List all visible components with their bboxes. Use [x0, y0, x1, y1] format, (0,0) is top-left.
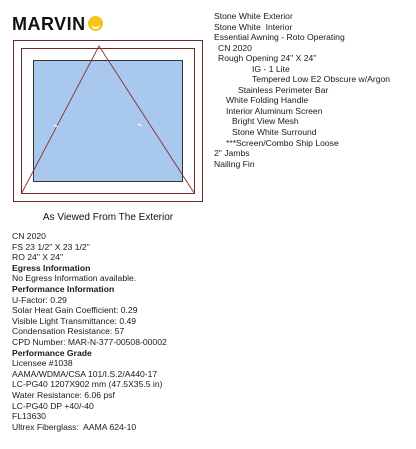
spec-line: Ultrex Fiberglass: AAMA 624-10 [12, 421, 137, 432]
spec-line: Stainless Perimeter Bar [238, 84, 329, 95]
spec-line: RO 24" X 24" [12, 252, 64, 263]
spec-line: No Egress Information available. [12, 273, 137, 284]
spec-line: Nailing Fin [214, 158, 255, 169]
glass-pane [34, 61, 183, 182]
spec-line: Tempered Low E2 Obscure w/Argon [252, 74, 391, 85]
performance-spec-list [12, 231, 167, 432]
spec-heading: Performance Information [12, 283, 115, 294]
logo-sun-icon [88, 16, 103, 31]
spec-line: Water Resistance: 6.06 psf [12, 389, 115, 400]
spec-line: Licensee #1038 [12, 358, 73, 369]
spec-line: Interior Aluminum Screen [226, 105, 323, 116]
spec-line: CPD Number: MAR-N-377-00508-00002 [12, 336, 167, 347]
spec-line: IG - 1 Lite [252, 63, 290, 74]
diagram-caption: As Viewed From The Exterior [42, 212, 174, 223]
spec-line: Condensation Resistance: 57 [12, 326, 125, 337]
logo-text: MARVIN [12, 13, 86, 34]
spec-line: LC-PG40 DP +40/-40 [12, 400, 94, 411]
spec-heading: Performance Grade [12, 347, 92, 358]
spec-line: 2" Jambs [214, 148, 250, 159]
spec-line: Rough Opening 24" X 24" [218, 53, 317, 64]
spec-line: FL13630 [12, 411, 46, 422]
spec-line: Essential Awning - Roto Operating [214, 32, 345, 43]
spec-line: AAMA/WDMA/CSA 101/I.S.2/A440-17 [12, 368, 158, 379]
window-diagram [13, 40, 203, 202]
marvin-logo [12, 12, 103, 36]
spec-line: FS 23 1/2" X 23 1/2" [12, 241, 90, 252]
spec-heading: Egress Information [12, 262, 91, 273]
spec-line: U-Factor: 0.29 [12, 294, 67, 305]
spec-line: Stone White Surround [232, 127, 317, 138]
spec-line: CN 2020 [12, 231, 46, 241]
spec-line: Bright View Mesh [232, 116, 299, 127]
product-spec-list [214, 11, 390, 169]
spec-line: Stone White Exterior [214, 11, 293, 21]
spec-line: CN 2020 [218, 42, 252, 53]
spec-line: White Folding Handle [226, 95, 309, 106]
spec-line: LC-PG40 1207X902 mm (47.5X35.5 in) [12, 379, 163, 390]
spec-line: Visible Light Transmittance: 0.49 [12, 315, 137, 326]
spec-line: ***Screen/Combo Ship Loose [226, 137, 339, 148]
spec-line: Stone White Interior [214, 21, 293, 32]
spec-line: Solar Heat Gain Coefficient: 0.29 [12, 305, 138, 316]
